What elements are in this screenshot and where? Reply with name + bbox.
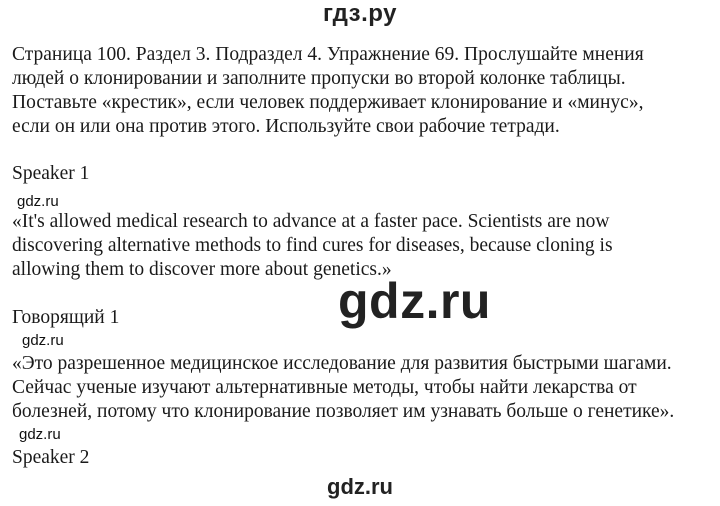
bottom-watermark: gdz.ru — [327, 474, 393, 499]
task-instructions — [12, 43, 644, 139]
task-line: людей о клонировании и заполните пропуски во второй колонке таблицы. — [12, 68, 626, 89]
govoryashchiy-1-quote — [12, 352, 674, 424]
speaker-1-label: Speaker 1 — [12, 163, 90, 184]
quote-line: allowing them to discover more about genetics.» — [12, 259, 392, 280]
quote-line: Сейчас ученые изучают альтернативные методы, чтобы найти лекарства от — [12, 377, 637, 398]
quote-line: болезней, потому что клонирование позволяет им узнавать больше о генетике». — [12, 401, 675, 422]
quote-line: discovering alternative methods to find cures for diseases, because cloning is — [12, 235, 613, 256]
task-line: если он или она против этого. Используйте свои рабочие тетради. — [12, 116, 560, 137]
task-line: Страница 100. Раздел 3. Подраздел 4. Упражнение 69. Прослушайте мнения — [12, 44, 644, 65]
quote-line: «Это разрешенное медицинское исследование для развития быстрыми шагами. — [12, 353, 672, 374]
small-watermark: gdz.ru — [17, 193, 59, 210]
task-line: Поставьте «крестик», если человек поддерживает клонирование и «минус», — [12, 92, 644, 113]
large-watermark: gdz.ru — [338, 273, 491, 329]
govoryashchiy-1-label: Говорящий 1 — [12, 307, 120, 328]
small-watermark: gdz.ru — [19, 426, 61, 443]
quote-line: «It's allowed medical research to advance at a faster pace. Scientists are now — [12, 211, 610, 232]
top-watermark: гдз.ру — [323, 0, 397, 27]
speaker-2-label: Speaker 2 — [12, 447, 90, 468]
small-watermark: gdz.ru — [22, 332, 64, 349]
speaker-1-quote — [12, 210, 613, 282]
